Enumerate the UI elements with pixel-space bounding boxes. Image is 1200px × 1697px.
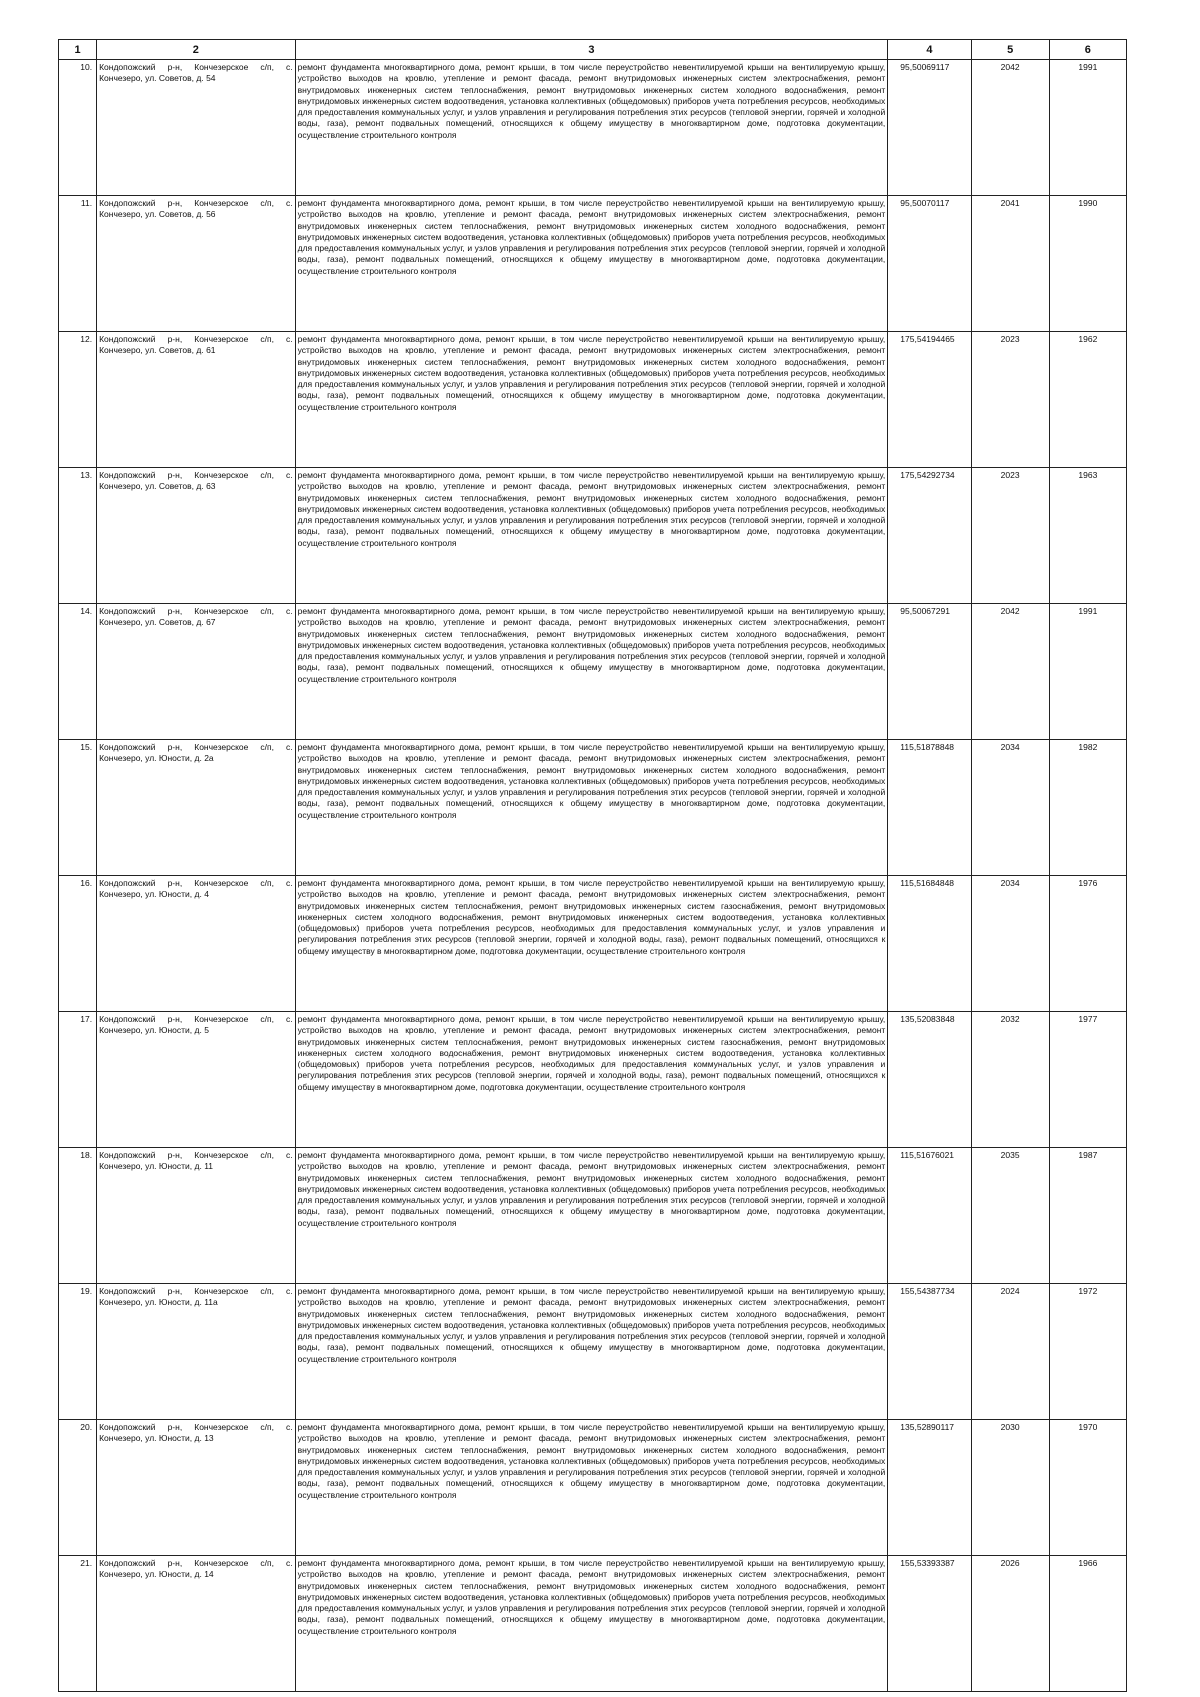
- building-address: Кондопожский р-н, Кончезерское с/п, с. Кончезеро, ул. Юности, д. 11а: [97, 1284, 296, 1420]
- repair-works: ремонт фундамента многоквартирного дома, ремонт крыши, в том числе переустройство невентилируемой крыши на вентилируемую крышу, устройство выходов на кровлю, утепление и ремонт фасада, ремонт внутридомовых инженерных систем электроснабжения, ремонт внутридомовых инженерных систем теплоснабжения, ремонт внутридомовых инженерных систем холодного водоснабжения, ремонт внутридомовых инженерных систем водоотведения, установка коллективных (общедомовых) приборов учета потребления ресурсов, необходимых для предоставления коммунальных услуг, и узлов управления и регулирования потребления этих ресурсов (тепловой энергии, горячей и холодной воды, газа), ремонт подвальных помещений, относящихся к общему имуществу в многоквартирном доме, подготовка документации, осуществление строительного контроля: [295, 1148, 888, 1284]
- planned-year: 2042: [971, 60, 1049, 196]
- planned-year: 2034: [971, 740, 1049, 876]
- document-page: [58, 39, 1127, 1692]
- table-row: [59, 1420, 1127, 1556]
- planned-year: 2035: [971, 1148, 1049, 1284]
- repair-works: ремонт фундамента многоквартирного дома, ремонт крыши, в том числе переустройство невентилируемой крыши на вентилируемую крышу, устройство выходов на кровлю, утепление и ремонт фасада, ремонт внутридомовых инженерных систем электроснабжения, ремонт внутридомовых инженерных систем теплоснабжения, ремонт внутридомовых инженерных систем холодного водоснабжения, ремонт внутридомовых инженерных систем водоотведения, установка коллективных (общедомовых) приборов учета потребления ресурсов, необходимых для предоставления коммунальных услуг, и узлов управления и регулирования потребления этих ресурсов (тепловой энергии, горячей и холодной воды, газа), ремонт подвальных помещений, относящихся к общему имуществу в многоквартирном доме, подготовка документации, осуществление строительного контроля: [295, 468, 888, 604]
- planned-year: 2030: [971, 1420, 1049, 1556]
- planned-year: 2026: [971, 1556, 1049, 1692]
- row-number: 15.: [59, 740, 97, 876]
- table-row: [59, 332, 1127, 468]
- construction-year: 1970: [1049, 1420, 1126, 1556]
- cost-value: 175,54194465: [888, 332, 971, 468]
- building-address: Кондопожский р-н, Кончезерское с/п, с. Кончезеро, ул. Советов, д. 54: [97, 60, 296, 196]
- cost-value: 95,50070117: [888, 196, 971, 332]
- construction-year: 1990: [1049, 196, 1126, 332]
- table-body: [59, 60, 1127, 1692]
- planned-year: 2032: [971, 1012, 1049, 1148]
- table-row: [59, 60, 1127, 196]
- table-row: [59, 1148, 1127, 1284]
- construction-year: 1977: [1049, 1012, 1126, 1148]
- repair-works: ремонт фундамента многоквартирного дома, ремонт крыши, в том числе переустройство невентилируемой крыши на вентилируемую крышу, устройство выходов на кровлю, утепление и ремонт фасада, ремонт внутридомовых инженерных систем электроснабжения, ремонт внутридомовых инженерных систем теплоснабжения, ремонт внутридомовых инженерных систем холодного водоснабжения, ремонт внутридомовых инженерных систем водоотведения, установка коллективных (общедомовых) приборов учета потребления ресурсов, необходимых для предоставления коммунальных услуг, и узлов управления и регулирования потребления этих ресурсов (тепловой энергии, горячей и холодной воды, газа), ремонт подвальных помещений, относящихся к общему имуществу в многоквартирном доме, подготовка документации, осуществление строительного контроля: [295, 332, 888, 468]
- building-address: Кондопожский р-н, Кончезерское с/п, с. Кончезеро, ул. Советов, д. 56: [97, 196, 296, 332]
- row-number: 13.: [59, 468, 97, 604]
- construction-year: 1963: [1049, 468, 1126, 604]
- row-number: 14.: [59, 604, 97, 740]
- table-row: [59, 1556, 1127, 1692]
- table-row: [59, 604, 1127, 740]
- cost-value: 95,50069117: [888, 60, 971, 196]
- building-address: Кондопожский р-н, Кончезерское с/п, с. Кончезеро, ул. Юности, д. 2а: [97, 740, 296, 876]
- building-address: Кондопожский р-н, Кончезерское с/п, с. Кончезеро, ул. Юности, д. 14: [97, 1556, 296, 1692]
- row-number: 10.: [59, 60, 97, 196]
- column-header-3: 3: [295, 40, 888, 60]
- row-number: 17.: [59, 1012, 97, 1148]
- planned-year: 2023: [971, 468, 1049, 604]
- repair-works: ремонт фундамента многоквартирного дома, ремонт крыши, в том числе переустройство невентилируемой крыши на вентилируемую крышу, устройство выходов на кровлю, утепление и ремонт фасада, ремонт внутридомовых инженерных систем электроснабжения, ремонт внутридомовых инженерных систем теплоснабжения, ремонт внутридомовых инженерных систем холодного водоснабжения, ремонт внутридомовых инженерных систем водоотведения, установка коллективных (общедомовых) приборов учета потребления ресурсов, необходимых для предоставления коммунальных услуг, и узлов управления и регулирования потребления этих ресурсов (тепловой энергии, горячей и холодной воды, газа), ремонт подвальных помещений, относящихся к общему имуществу в многоквартирном доме, подготовка документации, осуществление строительного контроля: [295, 1556, 888, 1692]
- cost-value: 115,51676021: [888, 1148, 971, 1284]
- column-header-6: 6: [1049, 40, 1126, 60]
- table-row: [59, 740, 1127, 876]
- cost-value: 115,51684848: [888, 876, 971, 1012]
- column-header-1: 1: [59, 40, 97, 60]
- repair-program-table: [58, 39, 1127, 1692]
- row-number: 20.: [59, 1420, 97, 1556]
- planned-year: 2042: [971, 604, 1049, 740]
- table-row: [59, 1012, 1127, 1148]
- construction-year: 1987: [1049, 1148, 1126, 1284]
- building-address: Кондопожский р-н, Кончезерское с/п, с. Кончезеро, ул. Юности, д. 13: [97, 1420, 296, 1556]
- cost-value: 135,52890117: [888, 1420, 971, 1556]
- row-number: 21.: [59, 1556, 97, 1692]
- planned-year: 2034: [971, 876, 1049, 1012]
- row-number: 18.: [59, 1148, 97, 1284]
- planned-year: 2024: [971, 1284, 1049, 1420]
- cost-value: 115,51878848: [888, 740, 971, 876]
- planned-year: 2041: [971, 196, 1049, 332]
- table-row: [59, 1284, 1127, 1420]
- cost-value: 95,50067291: [888, 604, 971, 740]
- construction-year: 1972: [1049, 1284, 1126, 1420]
- table-row: [59, 876, 1127, 1012]
- planned-year: 2023: [971, 332, 1049, 468]
- row-number: 12.: [59, 332, 97, 468]
- construction-year: 1966: [1049, 1556, 1126, 1692]
- row-number: 16.: [59, 876, 97, 1012]
- construction-year: 1982: [1049, 740, 1126, 876]
- cost-value: 135,52083848: [888, 1012, 971, 1148]
- column-header-5: 5: [971, 40, 1049, 60]
- construction-year: 1991: [1049, 604, 1126, 740]
- repair-works: ремонт фундамента многоквартирного дома, ремонт крыши, в том числе переустройство невентилируемой крыши на вентилируемую крышу, устройство выходов на кровлю, утепление и ремонт фасада, ремонт внутридомовых инженерных систем электроснабжения, ремонт внутридомовых инженерных систем теплоснабжения, ремонт внутридомовых инженерных систем холодного водоснабжения, ремонт внутридомовых инженерных систем водоотведения, установка коллективных (общедомовых) приборов учета потребления ресурсов, необходимых для предоставления коммунальных услуг, и узлов управления и регулирования потребления этих ресурсов (тепловой энергии, горячей и холодной воды, газа), ремонт подвальных помещений, относящихся к общему имуществу в многоквартирном доме, подготовка документации, осуществление строительного контроля: [295, 604, 888, 740]
- column-header-4: 4: [888, 40, 971, 60]
- construction-year: 1962: [1049, 332, 1126, 468]
- construction-year: 1991: [1049, 60, 1126, 196]
- building-address: Кондопожский р-н, Кончезерское с/п, с. Кончезеро, ул. Юности, д. 11: [97, 1148, 296, 1284]
- repair-works: ремонт фундамента многоквартирного дома, ремонт крыши, в том числе переустройство невентилируемой крыши на вентилируемую крышу, устройство выходов на кровлю, утепление и ремонт фасада, ремонт внутридомовых инженерных систем электроснабжения, ремонт внутридомовых инженерных систем теплоснабжения, ремонт внутридомовых инженерных систем холодного водоснабжения, ремонт внутридомовых инженерных систем водоотведения, установка коллективных (общедомовых) приборов учета потребления ресурсов, необходимых для предоставления коммунальных услуг, и узлов управления и регулирования потребления этих ресурсов (тепловой энергии, горячей и холодной воды, газа), ремонт подвальных помещений, относящихся к общему имуществу в многоквартирном доме, подготовка документации, осуществление строительного контроля: [295, 60, 888, 196]
- table-row: [59, 196, 1127, 332]
- header-row: [59, 40, 1127, 60]
- table-header: [59, 40, 1127, 60]
- repair-works: ремонт фундамента многоквартирного дома, ремонт крыши, в том числе переустройство невентилируемой крыши на вентилируемую крышу, устройство выходов на кровлю, утепление и ремонт фасада, ремонт внутридомовых инженерных систем электроснабжения, ремонт внутридомовых инженерных систем теплоснабжения, ремонт внутридомовых инженерных систем холодного водоснабжения, ремонт внутридомовых инженерных систем водоотведения, установка коллективных (общедомовых) приборов учета потребления ресурсов, необходимых для предоставления коммунальных услуг, и узлов управления и регулирования потребления этих ресурсов (тепловой энергии, горячей и холодной воды, газа), ремонт подвальных помещений, относящихся к общему имуществу в многоквартирном доме, подготовка документации, осуществление строительного контроля: [295, 1420, 888, 1556]
- repair-works: ремонт фундамента многоквартирного дома, ремонт крыши, в том числе переустройство невентилируемой крыши на вентилируемую крышу, устройство выходов на кровлю, утепление и ремонт фасада, ремонт внутридомовых инженерных систем электроснабжения, ремонт внутридомовых инженерных систем теплоснабжения, ремонт внутридомовых инженерных систем холодного водоснабжения, ремонт внутридомовых инженерных систем водоотведения, установка коллективных (общедомовых) приборов учета потребления ресурсов, необходимых для предоставления коммунальных услуг, и узлов управления и регулирования потребления этих ресурсов (тепловой энергии, горячей и холодной воды, газа), ремонт подвальных помещений, относящихся к общему имуществу в многоквартирном доме, подготовка документации, осуществление строительного контроля: [295, 1284, 888, 1420]
- repair-works: ремонт фундамента многоквартирного дома, ремонт крыши, в том числе переустройство невентилируемой крыши на вентилируемую крышу, устройство выходов на кровлю, утепление и ремонт фасада, ремонт внутридомовых инженерных систем электроснабжения, ремонт внутридомовых инженерных систем теплоснабжения, ремонт внутридомовых инженерных систем холодного водоснабжения, ремонт внутридомовых инженерных систем водоотведения, установка коллективных (общедомовых) приборов учета потребления ресурсов, необходимых для предоставления коммунальных услуг, и узлов управления и регулирования потребления этих ресурсов (тепловой энергии, горячей и холодной воды, газа), ремонт подвальных помещений, относящихся к общему имуществу в многоквартирном доме, подготовка документации, осуществление строительного контроля: [295, 740, 888, 876]
- building-address: Кондопожский р-н, Кончезерское с/п, с. Кончезеро, ул. Советов, д. 63: [97, 468, 296, 604]
- row-number: 19.: [59, 1284, 97, 1420]
- cost-value: 175,54292734: [888, 468, 971, 604]
- building-address: Кондопожский р-н, Кончезерское с/п, с. Кончезеро, ул. Юности, д. 5: [97, 1012, 296, 1148]
- building-address: Кондопожский р-н, Кончезерское с/п, с. Кончезеро, ул. Советов, д. 67: [97, 604, 296, 740]
- building-address: Кондопожский р-н, Кончезерское с/п, с. Кончезеро, ул. Юности, д. 4: [97, 876, 296, 1012]
- table-row: [59, 468, 1127, 604]
- column-header-2: 2: [97, 40, 296, 60]
- row-number: 11.: [59, 196, 97, 332]
- repair-works: ремонт фундамента многоквартирного дома, ремонт крыши, в том числе переустройство невентилируемой крыши на вентилируемую крышу, устройство выходов на кровлю, утепление и ремонт фасада, ремонт внутридомовых инженерных систем электроснабжения, ремонт внутридомовых инженерных систем теплоснабжения, ремонт внутридомовых инженерных систем холодного водоснабжения, ремонт внутридомовых инженерных систем водоотведения, установка коллективных (общедомовых) приборов учета потребления ресурсов, необходимых для предоставления коммунальных услуг, и узлов управления и регулирования потребления этих ресурсов (тепловой энергии, горячей и холодной воды, газа), ремонт подвальных помещений, относящихся к общему имуществу в многоквартирном доме, подготовка документации, осуществление строительного контроля: [295, 196, 888, 332]
- construction-year: 1976: [1049, 876, 1126, 1012]
- repair-works: ремонт фундамента многоквартирного дома, ремонт крыши, в том числе переустройство невентилируемой крыши на вентилируемую крышу, устройство выходов на кровлю, утепление и ремонт фасада, ремонт внутридомовых инженерных систем электроснабжения, ремонт внутридомовых инженерных систем теплоснабжения, ремонт внутридомовых инженерных систем газоснабжения, ремонт внутридомовых инженерных систем холодного водоснабжения, ремонт внутридомовых инженерных систем водоотведения, установка коллективных (общедомовых) приборов учета потребления ресурсов, необходимых для предоставления коммунальных услуг, и узлов управления и регулирования потребления этих ресурсов (тепловой энергии, горячей и холодной воды, газа), ремонт подвальных помещений, относящихся к общему имуществу в многоквартирном доме, подготовка документации, осуществление строительного контроля: [295, 876, 888, 1012]
- building-address: Кондопожский р-н, Кончезерское с/п, с. Кончезеро, ул. Советов, д. 61: [97, 332, 296, 468]
- repair-works: ремонт фундамента многоквартирного дома, ремонт крыши, в том числе переустройство невентилируемой крыши на вентилируемую крышу, устройство выходов на кровлю, утепление и ремонт фасада, ремонт внутридомовых инженерных систем электроснабжения, ремонт внутридомовых инженерных систем теплоснабжения, ремонт внутридомовых инженерных систем газоснабжения, ремонт внутридомовых инженерных систем холодного водоснабжения, ремонт внутридомовых инженерных систем водоотведения, установка коллективных (общедомовых) приборов учета потребления ресурсов, необходимых для предоставления коммунальных услуг, и узлов управления и регулирования потребления этих ресурсов (тепловой энергии, горячей и холодной воды, газа), ремонт подвальных помещений, относящихся к общему имуществу в многоквартирном доме, подготовка документации, осуществление строительного контроля: [295, 1012, 888, 1148]
- cost-value: 155,53393387: [888, 1556, 971, 1692]
- cost-value: 155,54387734: [888, 1284, 971, 1420]
